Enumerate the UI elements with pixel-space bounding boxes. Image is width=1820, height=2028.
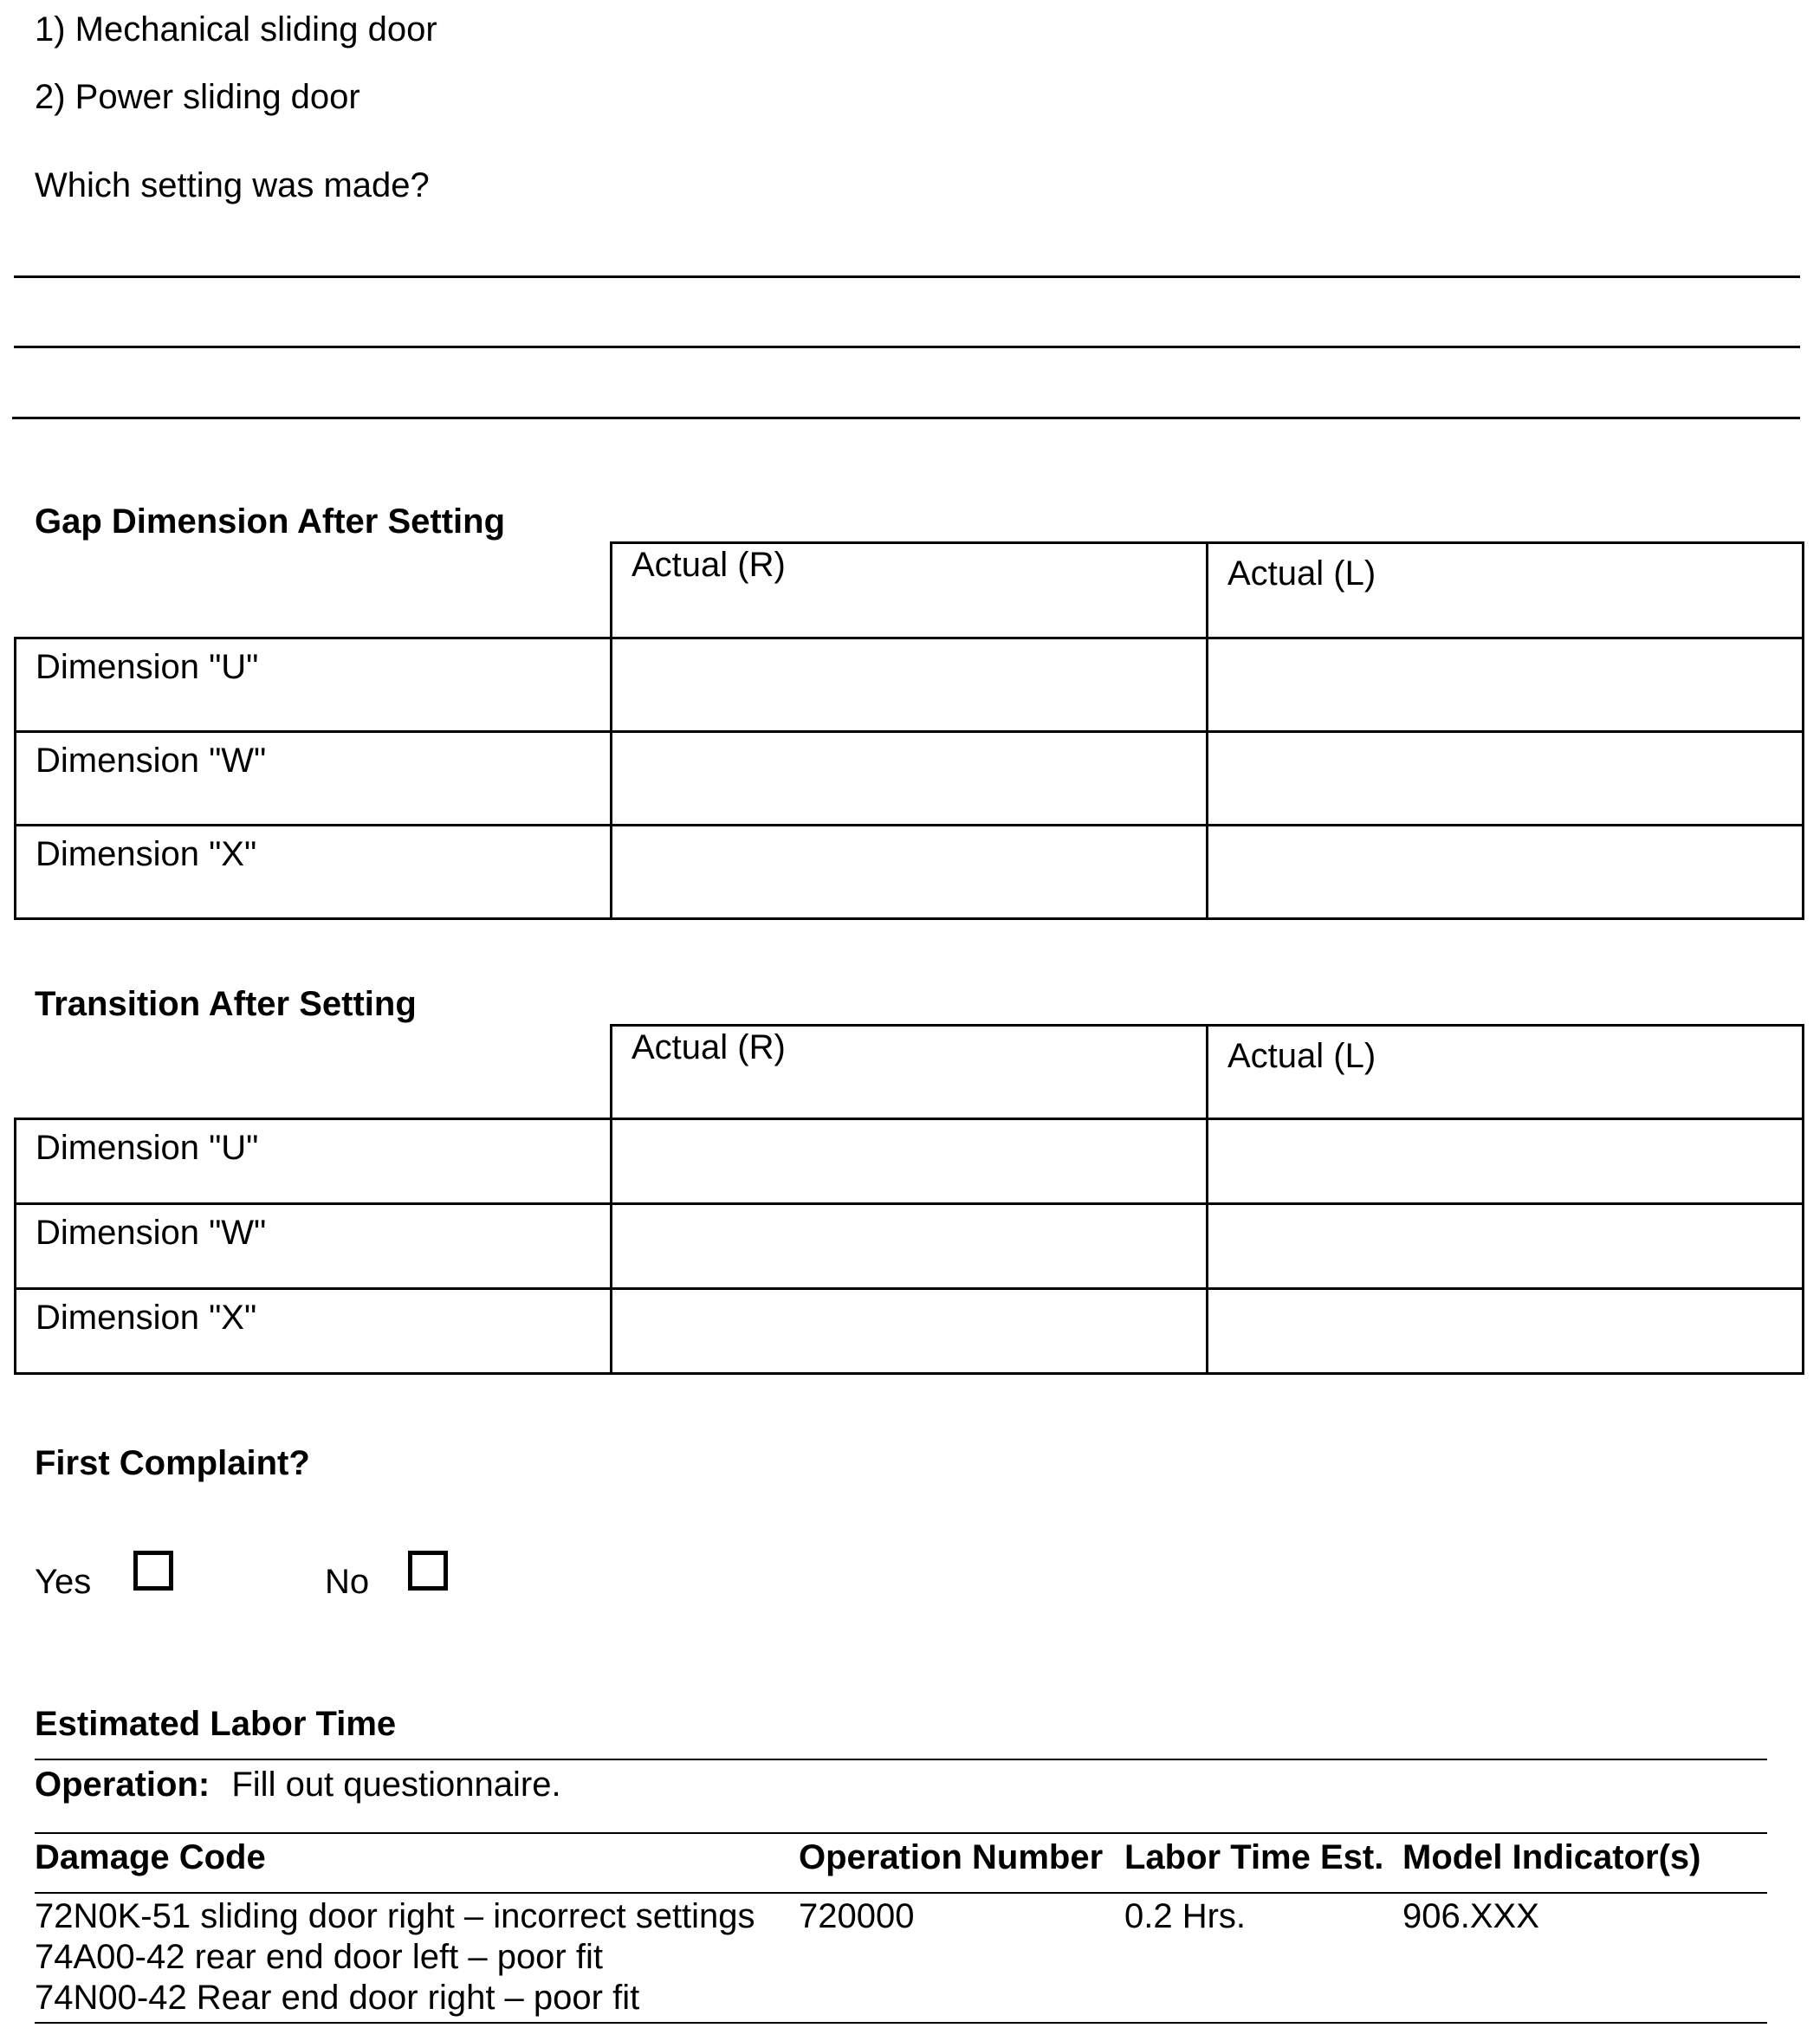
labor-section-title: Estimated Labor Time: [35, 1705, 397, 1743]
gap-row-x-label-cell: [16, 826, 612, 919]
damage-code-3: 74N00-42 Rear end door right – poor fit: [35, 1979, 640, 2017]
transition-table: [14, 1024, 1804, 1375]
gap-row-w-actual-r[interactable]: [612, 732, 1208, 826]
gap-row-u-label: Dimension "U": [36, 648, 259, 686]
model-indicator-value: 906.XXX: [1402, 1897, 1539, 1935]
operation-value: Fill out questionnaire.: [231, 1766, 561, 1804]
gap-row-w-actual-l[interactable]: [1208, 732, 1804, 826]
gap-header-blank: [16, 543, 612, 638]
gap-row-x-actual-r[interactable]: [612, 826, 1208, 919]
gap-row-x-actual-l[interactable]: [1208, 826, 1804, 919]
transition-header-actual-r: [612, 1026, 1208, 1119]
gap-row-u-actual-r[interactable]: [612, 638, 1208, 732]
question-which-setting: Which setting was made?: [35, 166, 430, 204]
labor-bottom-rule: [35, 2022, 1767, 2024]
gap-header-actual-l: [1208, 543, 1804, 638]
answer-line-3[interactable]: [12, 417, 1800, 419]
operation-label: Operation:: [35, 1766, 210, 1804]
gap-header-actual-l-label: Actual (L): [1227, 554, 1376, 593]
labor-header-top-rule: [35, 1832, 1767, 1834]
labor-top-rule: [35, 1759, 1767, 1760]
option-power-sliding-door: 2) Power sliding door: [35, 78, 360, 116]
option-mechanical-sliding-door: 1) Mechanical sliding door: [35, 10, 437, 49]
gap-row-w-label-cell: [16, 732, 612, 826]
transition-row-u-actual-r[interactable]: [612, 1119, 1208, 1204]
gap-section-title: Gap Dimension After Setting: [35, 502, 506, 541]
answer-line-1[interactable]: [14, 275, 1800, 278]
gap-header-actual-r: [612, 543, 1208, 638]
no-checkbox[interactable]: [408, 1551, 448, 1591]
transition-row-x-actual-l[interactable]: [1208, 1289, 1804, 1374]
gap-row-u-label-cell: [16, 638, 612, 732]
labor-table-header: [35, 1835, 1767, 1887]
gap-dimension-table: [14, 541, 1804, 920]
operation-row: [35, 1766, 561, 1804]
transition-row-w-actual-l[interactable]: [1208, 1204, 1804, 1289]
transition-row-u-label-cell: [16, 1119, 612, 1204]
damage-code-1: 72N0K-51 sliding door right – incorrect settings: [35, 1897, 755, 1935]
labor-header-bottom-rule: [35, 1892, 1767, 1894]
transition-header-actual-r-label: Actual (R): [631, 1028, 786, 1066]
labor-time-value: 0.2 Hrs.: [1124, 1897, 1247, 1935]
header-model-indicator: Model Indicator(s): [1402, 1838, 1701, 1876]
transition-header-actual-l: [1208, 1026, 1804, 1119]
gap-row-x-label: Dimension "X": [36, 835, 257, 873]
yes-label: Yes: [35, 1563, 92, 1601]
labor-table-body: [35, 1895, 1767, 2025]
gap-row-w-label: Dimension "W": [36, 742, 267, 780]
header-operation-number: Operation Number: [799, 1838, 1104, 1876]
transition-row-w-actual-r[interactable]: [612, 1204, 1208, 1289]
transition-section-title: Transition After Setting: [35, 985, 417, 1023]
transition-row-w-label: Dimension "W": [36, 1214, 267, 1252]
damage-code-2: 74A00-42 rear end door left – poor fit: [35, 1938, 603, 1976]
first-complaint-title: First Complaint?: [35, 1444, 310, 1482]
gap-header-actual-r-label: Actual (R): [631, 546, 786, 584]
header-labor-time: Labor Time Est.: [1124, 1838, 1384, 1876]
transition-row-w-label-cell: [16, 1204, 612, 1289]
transition-row-x-label-cell: [16, 1289, 612, 1374]
transition-row-u-actual-l[interactable]: [1208, 1119, 1804, 1204]
yes-checkbox[interactable]: [133, 1551, 173, 1591]
transition-header-actual-l-label: Actual (L): [1227, 1037, 1376, 1075]
operation-number-value: 720000: [799, 1897, 915, 1935]
transition-header-blank: [16, 1026, 612, 1119]
transition-row-u-label: Dimension "U": [36, 1129, 259, 1167]
no-label: No: [325, 1563, 370, 1601]
transition-row-x-actual-r[interactable]: [612, 1289, 1208, 1374]
gap-row-u-actual-l[interactable]: [1208, 638, 1804, 732]
transition-row-x-label: Dimension "X": [36, 1299, 257, 1337]
header-damage-code: Damage Code: [35, 1838, 266, 1876]
answer-line-2[interactable]: [14, 346, 1800, 348]
